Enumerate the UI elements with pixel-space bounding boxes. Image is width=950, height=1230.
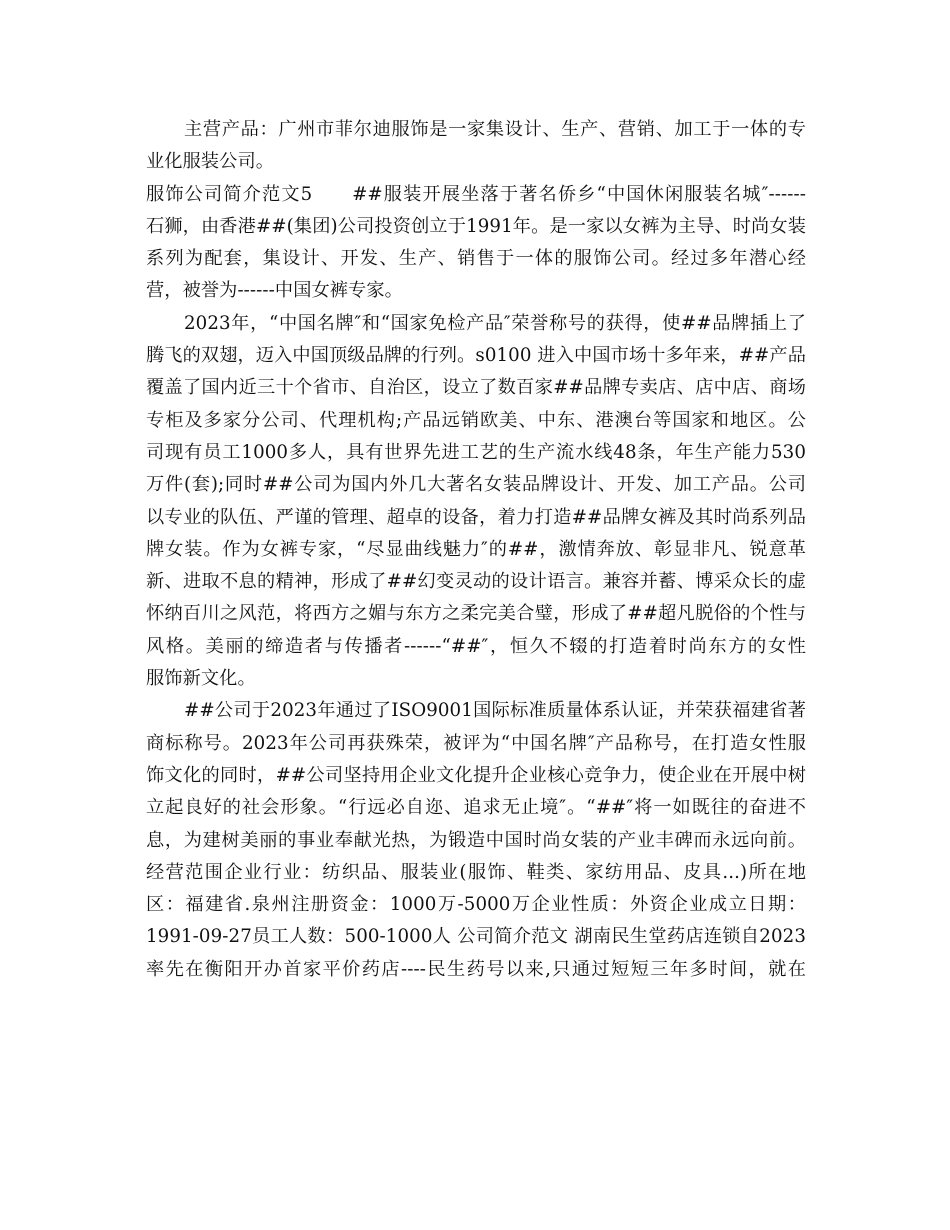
text-line: 商标称号。2023年公司再获殊荣，被评为“中国名牌″产品称号，在打造女性服 [146, 732, 806, 754]
text-line: 经营范围企业行业：纺织品、服装业(服饰、鞋类、家纺用品、皮具...)所在地 [146, 861, 806, 883]
text-line: 专柜及多家分公司、代理机构;产品远销欧美、中东、港澳台等国家和地区。公 [146, 409, 806, 431]
text-line: 主营产品：广州市菲尔迪服饰是一家集设计、生产、营销、加工于一体的专 [184, 119, 806, 140]
text-line: 万件(套);同时##公司为国内外几大著名女装品牌设计、开发、加工产品。公司 [146, 474, 806, 496]
document-page [146, 114, 806, 986]
text-line: 业化服装公司。 [146, 151, 275, 173]
text-line: 覆盖了国内近三十个省市、自治区，设立了数百家##品牌专卖店、店中店、商场 [146, 377, 806, 399]
text-line: 2023年，“中国名牌″和“国家免检产品″荣誉称号的获得，使##品牌插上了 [184, 312, 806, 334]
text-line: 腾飞的双翅，迈入中国顶级品牌的行列。s0100 进入中国市场十多年来，##产品 [146, 345, 806, 367]
text-line: 服饰新文化。 [146, 668, 256, 690]
text-line: 牌女装。作为女裤专家，“尽显曲线魅力″的##，激情奔放、彰显非凡、锐意革 [146, 538, 806, 560]
text-line: 以专业的队伍、严谨的管理、超卓的设备，着力打造##品牌女裤及其时尚系列品 [146, 506, 806, 528]
text-line: 立起良好的社会形象。“行远必自迩、追求无止境″。“##″将一如既往的奋进不 [146, 797, 806, 819]
text-line: 息，为建树美丽的事业奉献光热，为锻造中国时尚女装的产业丰碑而永远向前。 [146, 829, 806, 851]
text-line: 司现有员工1000多人，具有世界先进工艺的生产流水线48条，年生产能力530 [146, 441, 806, 463]
text-line: 服饰公司简介范文5 ##服装开展坐落于著名侨乡“中国休闲服装名城″------ [146, 183, 806, 205]
text-line: 风格。美丽的缔造者与传播者------“##″，恒久不辍的打造着时尚东方的女性 [146, 635, 806, 657]
text-line: 系列为配套，集设计、开发、生产、销售于一体的服饰公司。经过多年潜心经 [146, 248, 806, 270]
text-line: 怀纳百川之风范，将西方之媚与东方之柔完美合璧，形成了##超凡脱俗的个性与 [146, 603, 806, 625]
text-line: 营，被誉为------中国女裤专家。 [146, 280, 403, 302]
text-line: 1991-09-27员工人数：500-1000人 公司简介范文 湖南民生堂药店连锁自2023 [146, 926, 806, 948]
text-line: 新、进取不息的精神，形成了##幻变灵动的设计语言。兼容并蓄、博采众长的虚 [146, 571, 806, 593]
text-line: 饰文化的同时，##公司坚持用企业文化提升企业核心竞争力，使企业在开展中树 [146, 764, 806, 786]
text-line: 率先在衡阳开办首家平价药店----民生药号以来,只通过短短三年多时间，就在 [146, 958, 806, 980]
text-line: 区：福建省.泉州注册资金：1000万-5000万企业性质：外资企业成立日期： [146, 894, 806, 916]
text-line: 石狮，由香港##(集团)公司投资创立于1991年。是一家以女裤为主导、时尚女装 [146, 215, 806, 237]
text-line: ##公司于2023年通过了ISO9001国际标准质量体系认证，并荣获福建省著 [184, 700, 806, 722]
